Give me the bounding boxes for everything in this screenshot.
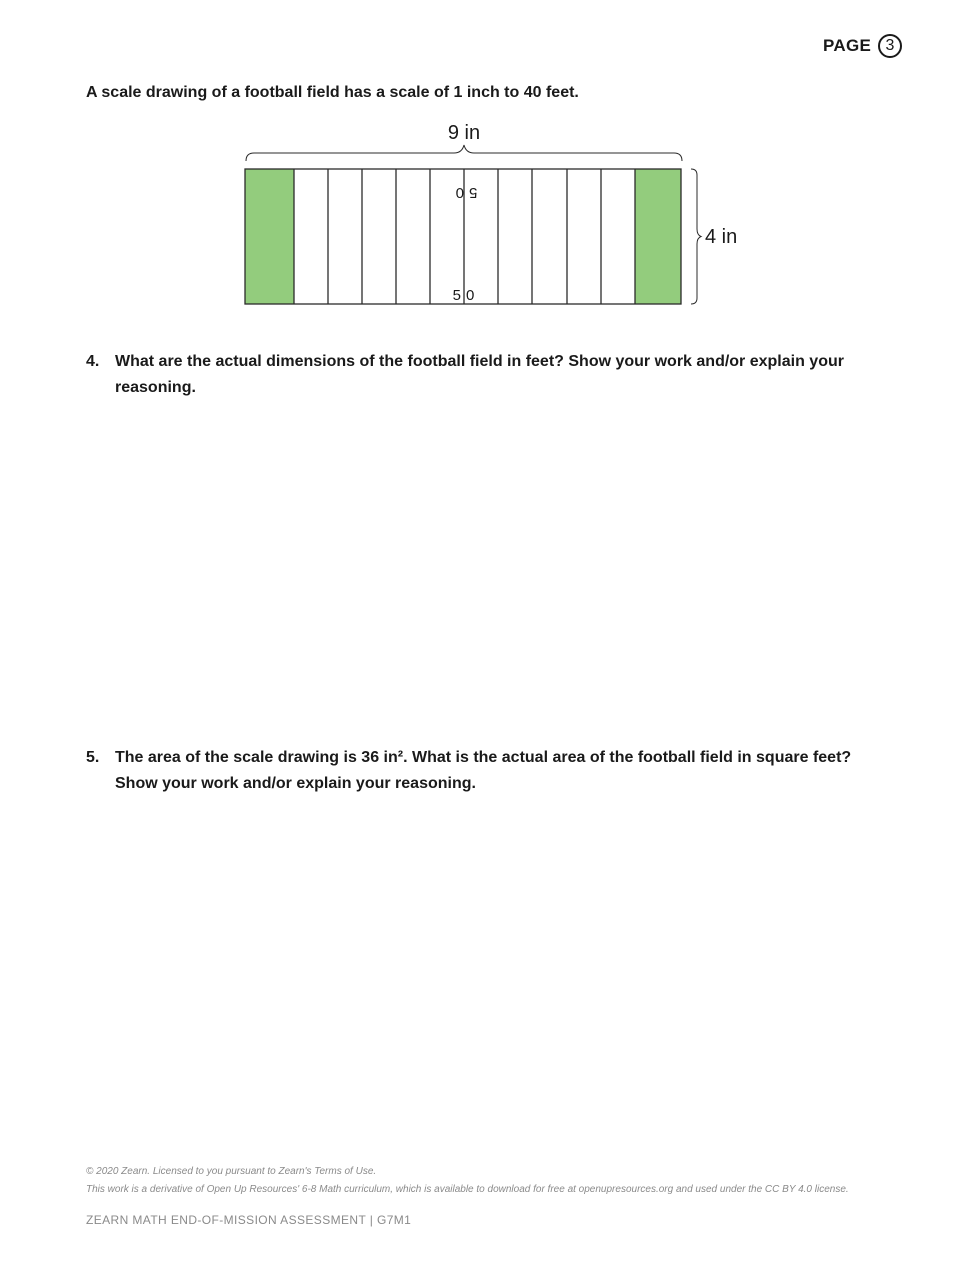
page-label: PAGE <box>823 36 872 55</box>
yard-number-bottom: 50 <box>452 287 480 304</box>
footer-assessment-title: ZEARN MATH END-OF-MISSION ASSESSMENT | G7M1 <box>86 1213 412 1227</box>
question-4 <box>86 349 896 401</box>
height-brace <box>691 169 701 304</box>
copyright-notice: © 2020 Zearn. Licensed to you pursuant to Zearn's Terms of Use. <box>86 1166 377 1177</box>
football-field-figure <box>200 115 800 315</box>
question-text: What are the actual dimensions of the football field in feet? Show your work and/or explain your reasoning. <box>115 353 844 396</box>
football-field-diagram <box>200 115 800 315</box>
page-number-badge: 3 <box>878 34 902 58</box>
yard-number-top: 50 <box>450 184 478 201</box>
height-label: 4 in <box>705 226 738 248</box>
question-number: 5. <box>86 749 100 766</box>
end-zone-right <box>635 169 681 304</box>
page-indicator <box>823 34 902 58</box>
question-text: The area of the scale drawing is 36 in². What is the actual area of the football field in square feet? Show your work and/or explain your reasoning. <box>115 749 852 792</box>
license-notice: This work is a derivative of Open Up Resources' 6-8 Math curriculum, which is available to download for free at openupresources.org and used under the CC BY 4.0 license. <box>86 1184 849 1195</box>
footer-legal <box>86 1163 849 1199</box>
problem-intro: A scale drawing of a football field has a scale of 1 inch to 40 feet. <box>86 84 579 101</box>
end-zone-left <box>245 169 294 304</box>
question-number: 4. <box>86 353 100 370</box>
question-5 <box>86 745 896 797</box>
width-brace <box>246 145 682 161</box>
width-label: 9 in <box>447 122 481 144</box>
